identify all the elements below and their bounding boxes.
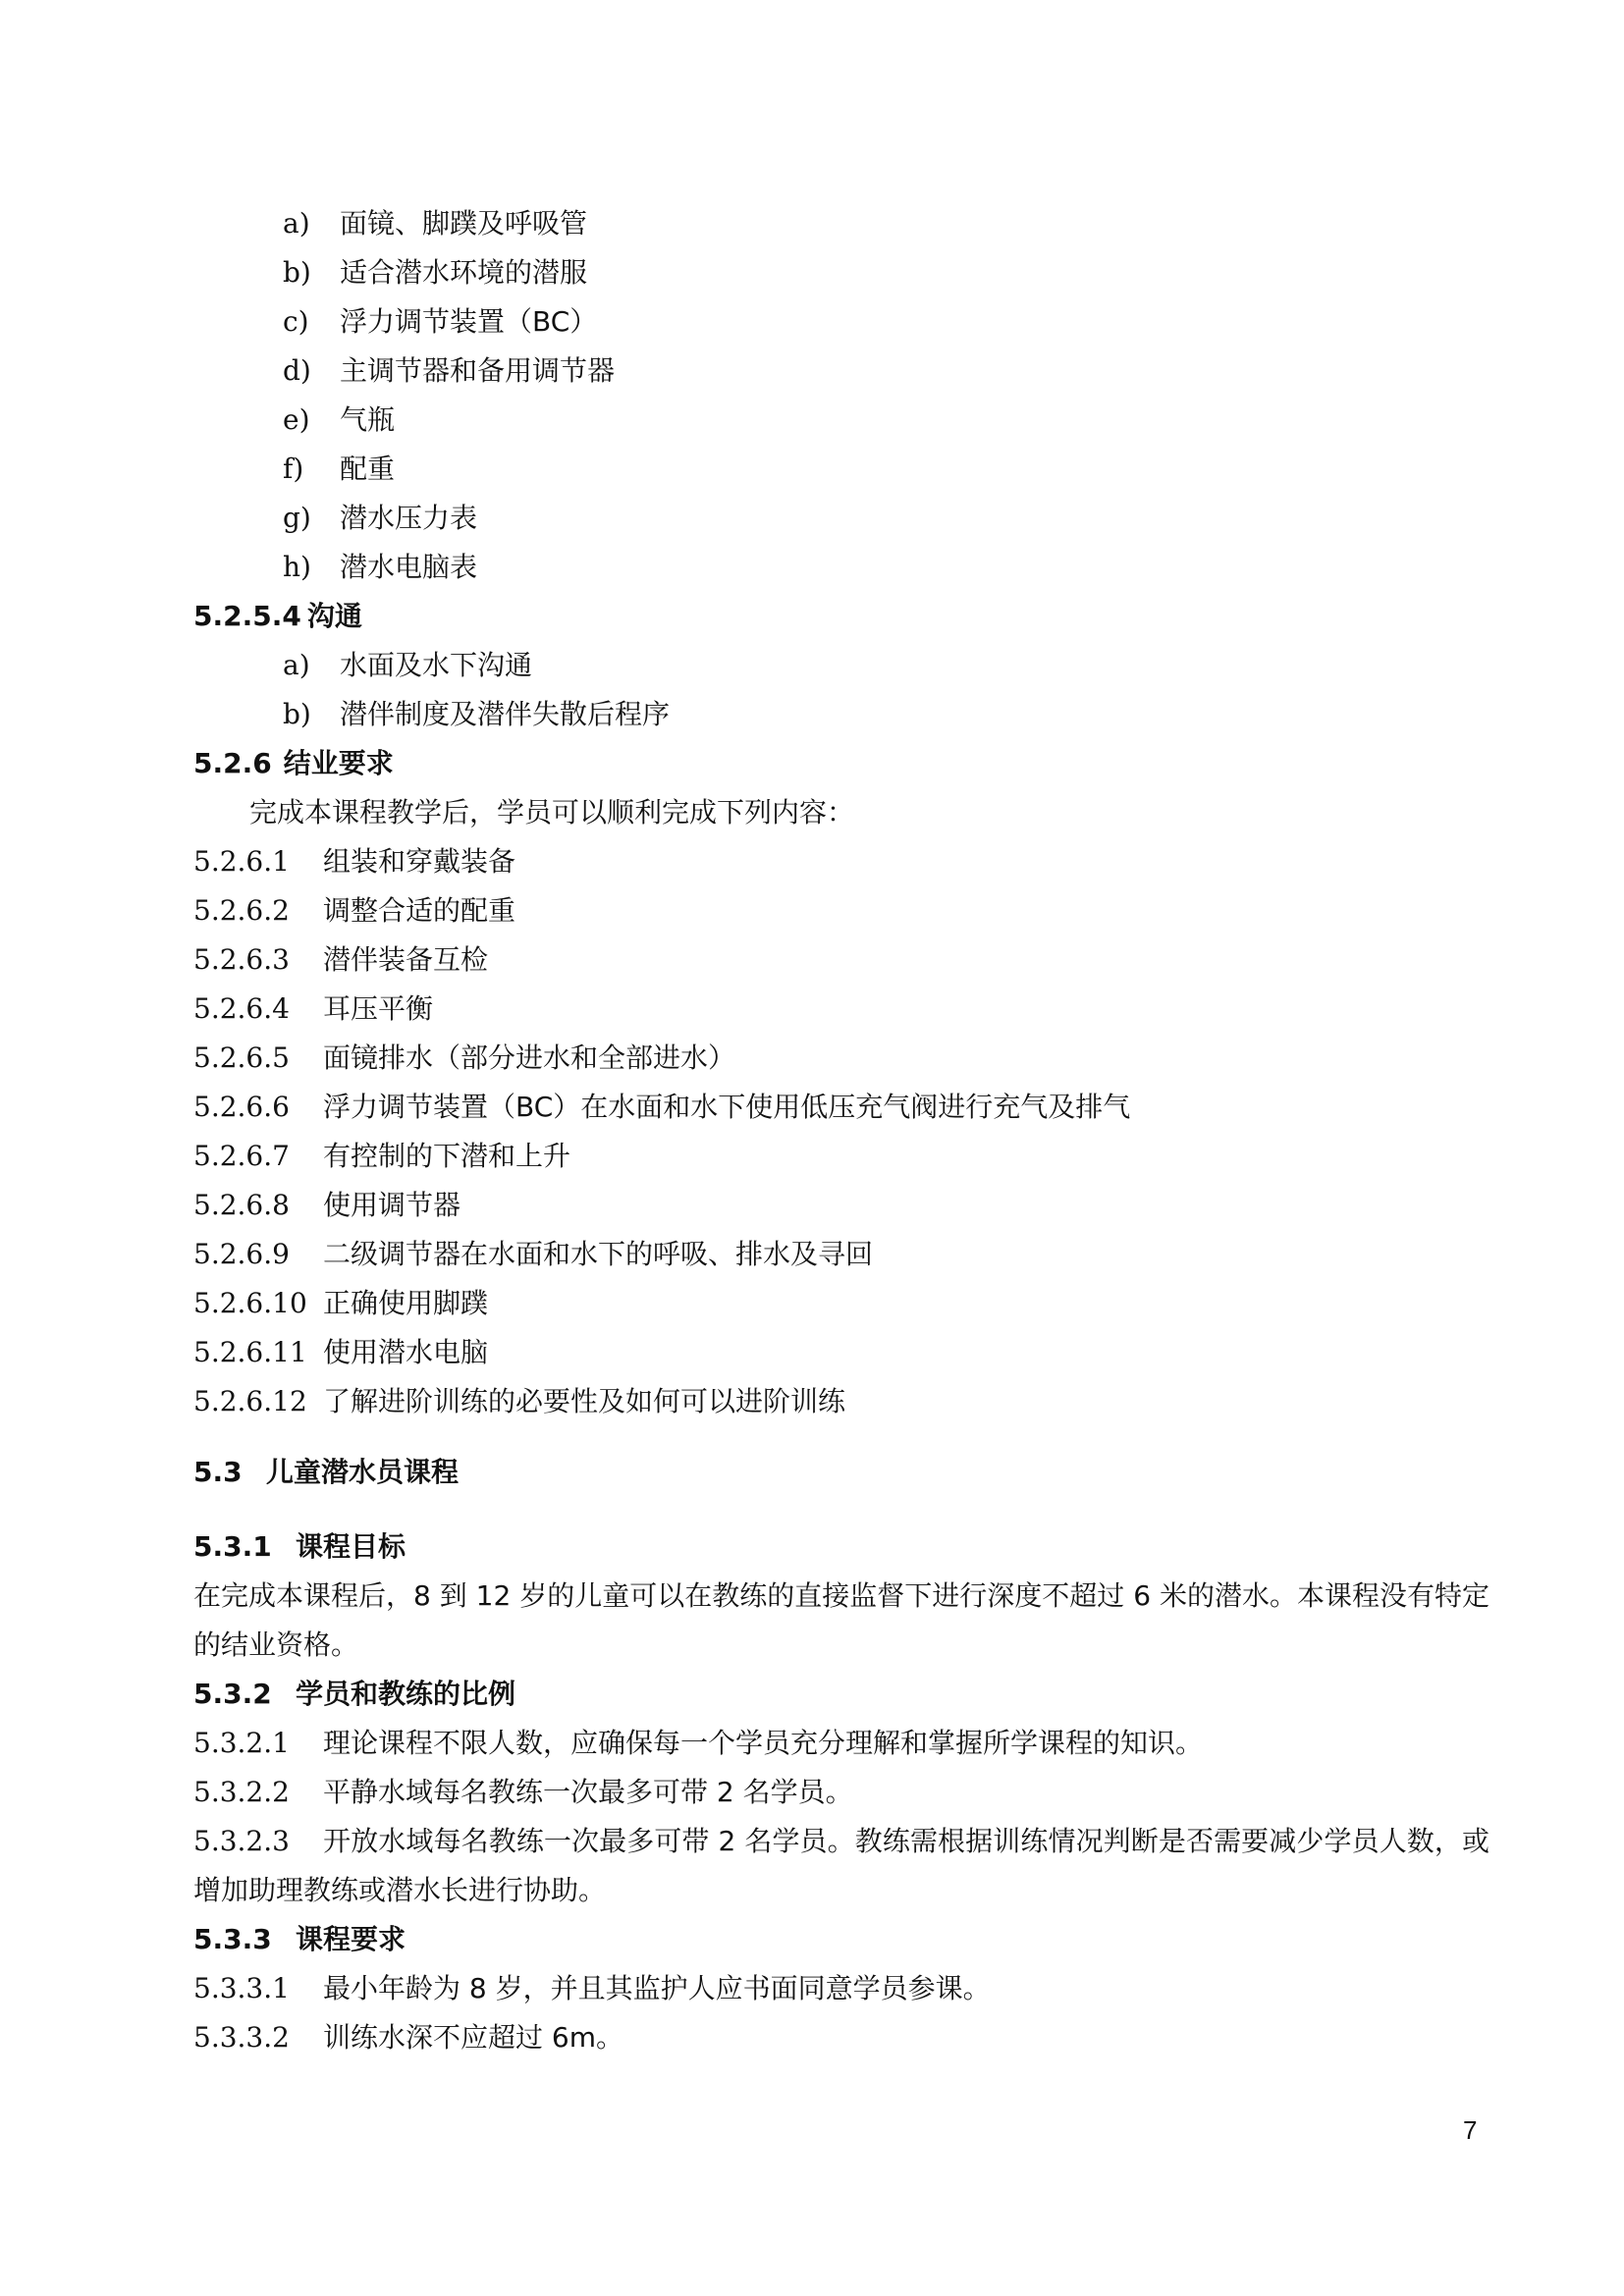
section-number: 5.2.5.4 bbox=[193, 600, 301, 632]
list-item bbox=[193, 1137, 570, 1176]
list-text: 水面及水下沟通 bbox=[340, 649, 533, 681]
item-text: 有控制的下潜和上升 bbox=[323, 1140, 571, 1172]
section-number: 5.3.2 bbox=[193, 1678, 272, 1710]
list-item bbox=[283, 450, 395, 489]
list-text: 潜伴制度及潜伴失散后程序 bbox=[340, 698, 671, 730]
item-text: 浮力调节装置（BC）在水面和水下使用低压充气阀进行充气及排气 bbox=[323, 1091, 1131, 1123]
list-item bbox=[193, 1969, 991, 2008]
list-item bbox=[283, 253, 587, 293]
list-text: 浮力调节装置（BC） bbox=[340, 305, 598, 338]
list-label: f) bbox=[283, 453, 304, 485]
item-text: 二级调节器在水面和水下的呼吸、排水及寻回 bbox=[323, 1238, 874, 1270]
list-label: g) bbox=[283, 502, 311, 534]
item-number: 5.3.2.3 bbox=[193, 1825, 290, 1857]
item-number: 5.2.6.6 bbox=[193, 1091, 290, 1123]
list-item bbox=[283, 548, 477, 587]
list-label: a) bbox=[283, 649, 310, 681]
item-text: 开放水域每名教练一次最多可带 2 名学员。教练需根据训练情况判断是否需要减少学员人数，或增加助理教练或潜水长进行协助。 bbox=[193, 1825, 1489, 1906]
list-item bbox=[283, 646, 532, 685]
list-item bbox=[283, 695, 670, 734]
list-text: 潜水电脑表 bbox=[340, 551, 478, 583]
list-item bbox=[283, 499, 477, 538]
item-number: 5.3.3.1 bbox=[193, 1972, 290, 2004]
list-item bbox=[193, 2018, 623, 2057]
list-item bbox=[193, 1724, 1203, 1763]
list-item bbox=[283, 204, 587, 243]
list-text: 气瓶 bbox=[340, 403, 396, 436]
section-title: 沟通 bbox=[306, 600, 362, 632]
list-item bbox=[193, 1039, 735, 1078]
list-label: b) bbox=[283, 256, 311, 289]
item-number: 5.2.6.2 bbox=[193, 894, 290, 927]
list-label: b) bbox=[283, 698, 311, 730]
section-number: 5.3 bbox=[193, 1456, 243, 1488]
item-number: 5.2.6.4 bbox=[193, 992, 290, 1025]
item-number: 5.2.6.9 bbox=[193, 1238, 290, 1270]
section-intro: 完成本课程教学后，学员可以顺利完成下列内容： bbox=[249, 796, 855, 828]
item-text: 潜伴装备互检 bbox=[323, 943, 489, 976]
list-item bbox=[193, 1333, 488, 1372]
item-text: 使用调节器 bbox=[323, 1189, 461, 1221]
section-title: 学员和教练的比例 bbox=[296, 1678, 516, 1710]
item-text: 调整合适的配重 bbox=[323, 894, 516, 927]
section-number: 5.3.3 bbox=[193, 1923, 272, 1955]
section-heading-5-3-3 bbox=[193, 1920, 406, 1959]
list-item bbox=[283, 302, 597, 342]
item-number: 5.3.2.2 bbox=[193, 1776, 290, 1808]
item-text: 训练水深不应超过 6m。 bbox=[323, 2021, 623, 2054]
list-text: 适合潜水环境的潜服 bbox=[340, 256, 588, 289]
section-heading-5-3 bbox=[193, 1453, 459, 1492]
list-label: c) bbox=[283, 305, 309, 338]
item-text: 最小年龄为 8 岁，并且其监护人应书面同意学员参课。 bbox=[323, 1972, 991, 2004]
section-title: 儿童潜水员课程 bbox=[266, 1456, 460, 1488]
item-text: 面镜排水（部分进水和全部进水） bbox=[323, 1041, 736, 1074]
list-item bbox=[193, 842, 515, 881]
item-number: 5.2.6.12 bbox=[193, 1385, 307, 1417]
section-number: 5.2.6 bbox=[193, 747, 272, 779]
item-text: 耳压平衡 bbox=[323, 992, 434, 1025]
list-item bbox=[193, 1088, 1130, 1127]
item-number: 5.2.6.10 bbox=[193, 1287, 307, 1319]
item-number: 5.2.6.8 bbox=[193, 1189, 290, 1221]
item-text: 正确使用脚蹼 bbox=[323, 1287, 489, 1319]
list-label: a) bbox=[283, 207, 310, 240]
item-number: 5.2.6.3 bbox=[193, 943, 290, 976]
list-item bbox=[193, 1382, 845, 1421]
list-label: h) bbox=[283, 551, 311, 583]
list-text: 主调节器和备用调节器 bbox=[340, 354, 616, 387]
page-number: 7 bbox=[1463, 2115, 1478, 2145]
section-heading-5-3-2 bbox=[193, 1675, 515, 1714]
item-number: 5.2.6.7 bbox=[193, 1140, 290, 1172]
item-number: 5.3.3.2 bbox=[193, 2021, 290, 2054]
list-item bbox=[193, 1186, 460, 1225]
section-title: 结业要求 bbox=[283, 747, 394, 779]
list-item bbox=[283, 351, 615, 391]
list-item bbox=[193, 891, 515, 931]
item-number: 5.2.6.11 bbox=[193, 1336, 307, 1368]
list-text: 配重 bbox=[340, 453, 396, 485]
section-title: 课程要求 bbox=[296, 1923, 406, 1955]
item-text: 了解进阶训练的必要性及如何可以进阶训练 bbox=[323, 1385, 846, 1417]
item-number: 5.2.6.5 bbox=[193, 1041, 290, 1074]
list-item bbox=[193, 1817, 1489, 1915]
item-text: 平静水域每名教练一次最多可带 2 名学员。 bbox=[323, 1776, 853, 1808]
item-number: 5.3.2.1 bbox=[193, 1727, 290, 1759]
list-item bbox=[193, 1773, 853, 1812]
section-heading-5-2-6 bbox=[193, 744, 394, 783]
section-paragraph: 在完成本课程后，8 到 12 岁的儿童可以在教练的直接监督下进行深度不超过 6 米的潜水。本课程没有特定的结业资格。 bbox=[193, 1579, 1489, 1661]
item-text: 组装和穿戴装备 bbox=[323, 845, 516, 878]
item-text: 理论课程不限人数，应确保每一个学员充分理解和掌握所学课程的知识。 bbox=[323, 1727, 1204, 1759]
item-number: 5.2.6.1 bbox=[193, 845, 290, 878]
list-item bbox=[193, 1284, 488, 1323]
list-item bbox=[193, 1235, 873, 1274]
section-title: 课程目标 bbox=[296, 1530, 406, 1563]
list-text: 潜水压力表 bbox=[340, 502, 478, 534]
section-heading-5-2-5-4 bbox=[193, 597, 362, 636]
list-item bbox=[193, 989, 433, 1029]
item-text: 使用潜水电脑 bbox=[323, 1336, 489, 1368]
list-label: d) bbox=[283, 354, 311, 387]
list-text: 面镜、脚蹼及呼吸管 bbox=[340, 207, 588, 240]
section-number: 5.3.1 bbox=[193, 1530, 272, 1563]
list-item bbox=[193, 940, 488, 980]
list-label: e) bbox=[283, 403, 310, 436]
list-item bbox=[283, 400, 395, 440]
section-heading-5-3-1 bbox=[193, 1527, 406, 1567]
